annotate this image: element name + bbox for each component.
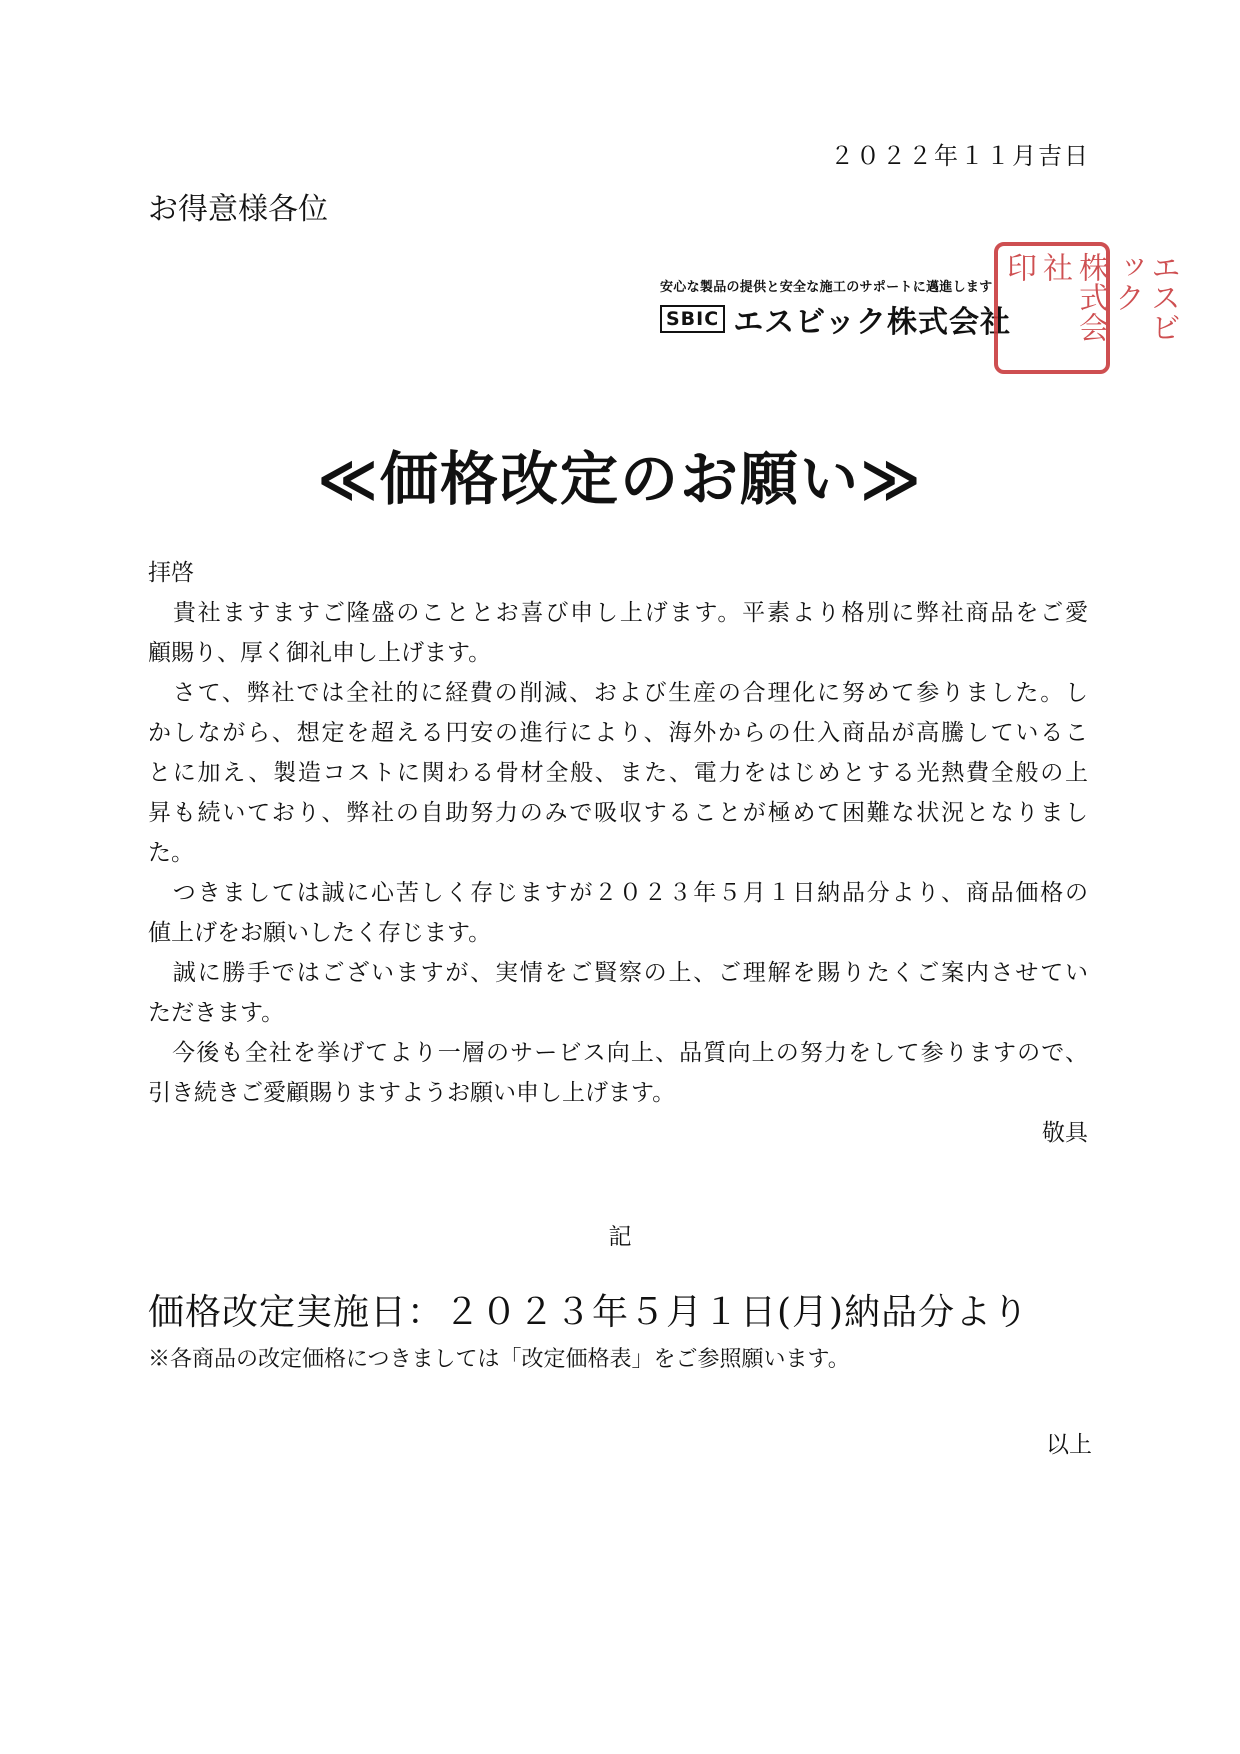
body-line: 昇も続いており、弊社の自助努力のみで吸収することが極めて困難な状況となりまし: [148, 800, 1089, 826]
closing-ijo: 以上: [1046, 1432, 1092, 1458]
body-line: 拝啓: [148, 560, 194, 586]
ki-heading: 記: [608, 1224, 632, 1250]
document-title: ≪価格改定のお願い≫: [317, 445, 923, 513]
recipient: お得意様各位: [148, 192, 328, 227]
effective-date: 価格改定実施日：２０２３年５月１日(月)納品分より: [148, 1292, 1030, 1333]
body-line: 今後も全社を挙げてより一層のサービス向上、品質向上の努力をして参りますので、: [148, 1040, 1088, 1066]
body-line: た。: [148, 840, 194, 866]
seal-column: エスビック: [1109, 252, 1180, 342]
company-logo: SBIC: [660, 305, 725, 333]
body-line: かしながら、想定を超える円安の進行により、海外からの仕入商品が高騰しているこ: [148, 720, 1089, 746]
price-table-note: ※各商品の改定価格につきましては「改定価格表」をご参照願います。: [148, 1347, 850, 1372]
body-line: 貴社ますますご隆盛のこととお喜び申し上げます。平素より格別に弊社商品をご愛: [148, 600, 1088, 626]
company-seal-stamp: [994, 242, 1180, 374]
body-line: つきましては誠に心苦しく存じますが２０２３年５月１日納品分より、商品価格の: [148, 880, 1088, 906]
body-line: ただきます。: [148, 1000, 285, 1026]
body-line: 顧賜り、厚く御礼申し上げます。: [148, 640, 492, 666]
salutation-closing: 敬具: [1042, 1120, 1088, 1146]
letter-body: [148, 553, 1088, 1153]
company-name: エスビック株式会社: [733, 305, 1011, 340]
body-line: 引き続きご愛顧賜りますようお願い申し上げます。: [148, 1080, 676, 1106]
company-line: [660, 297, 1040, 341]
body-line: さて、弊社では全社的に経費の削減、および生産の合理化に努めて参りました。し: [148, 680, 1088, 706]
body-line: 値上げをお願いしたく存じます。: [148, 920, 492, 946]
company-tagline: 安心な製品の提供と安全な施工のサポートに邁進します: [660, 280, 993, 295]
seal-column: 株式会社: [1037, 252, 1108, 342]
body-line: 誠に勝手ではございますが、実情をご賢察の上、ご理解を賜りたくご案内させてい: [148, 960, 1088, 986]
letter-date: ２０２２年１１月吉日: [830, 142, 1090, 170]
body-line: とに加え、製造コストに関わる骨材全般、また、電力をはじめとする光熱費全般の上: [148, 760, 1088, 786]
seal-column: 印: [1001, 252, 1036, 282]
company-block: [660, 276, 1040, 341]
